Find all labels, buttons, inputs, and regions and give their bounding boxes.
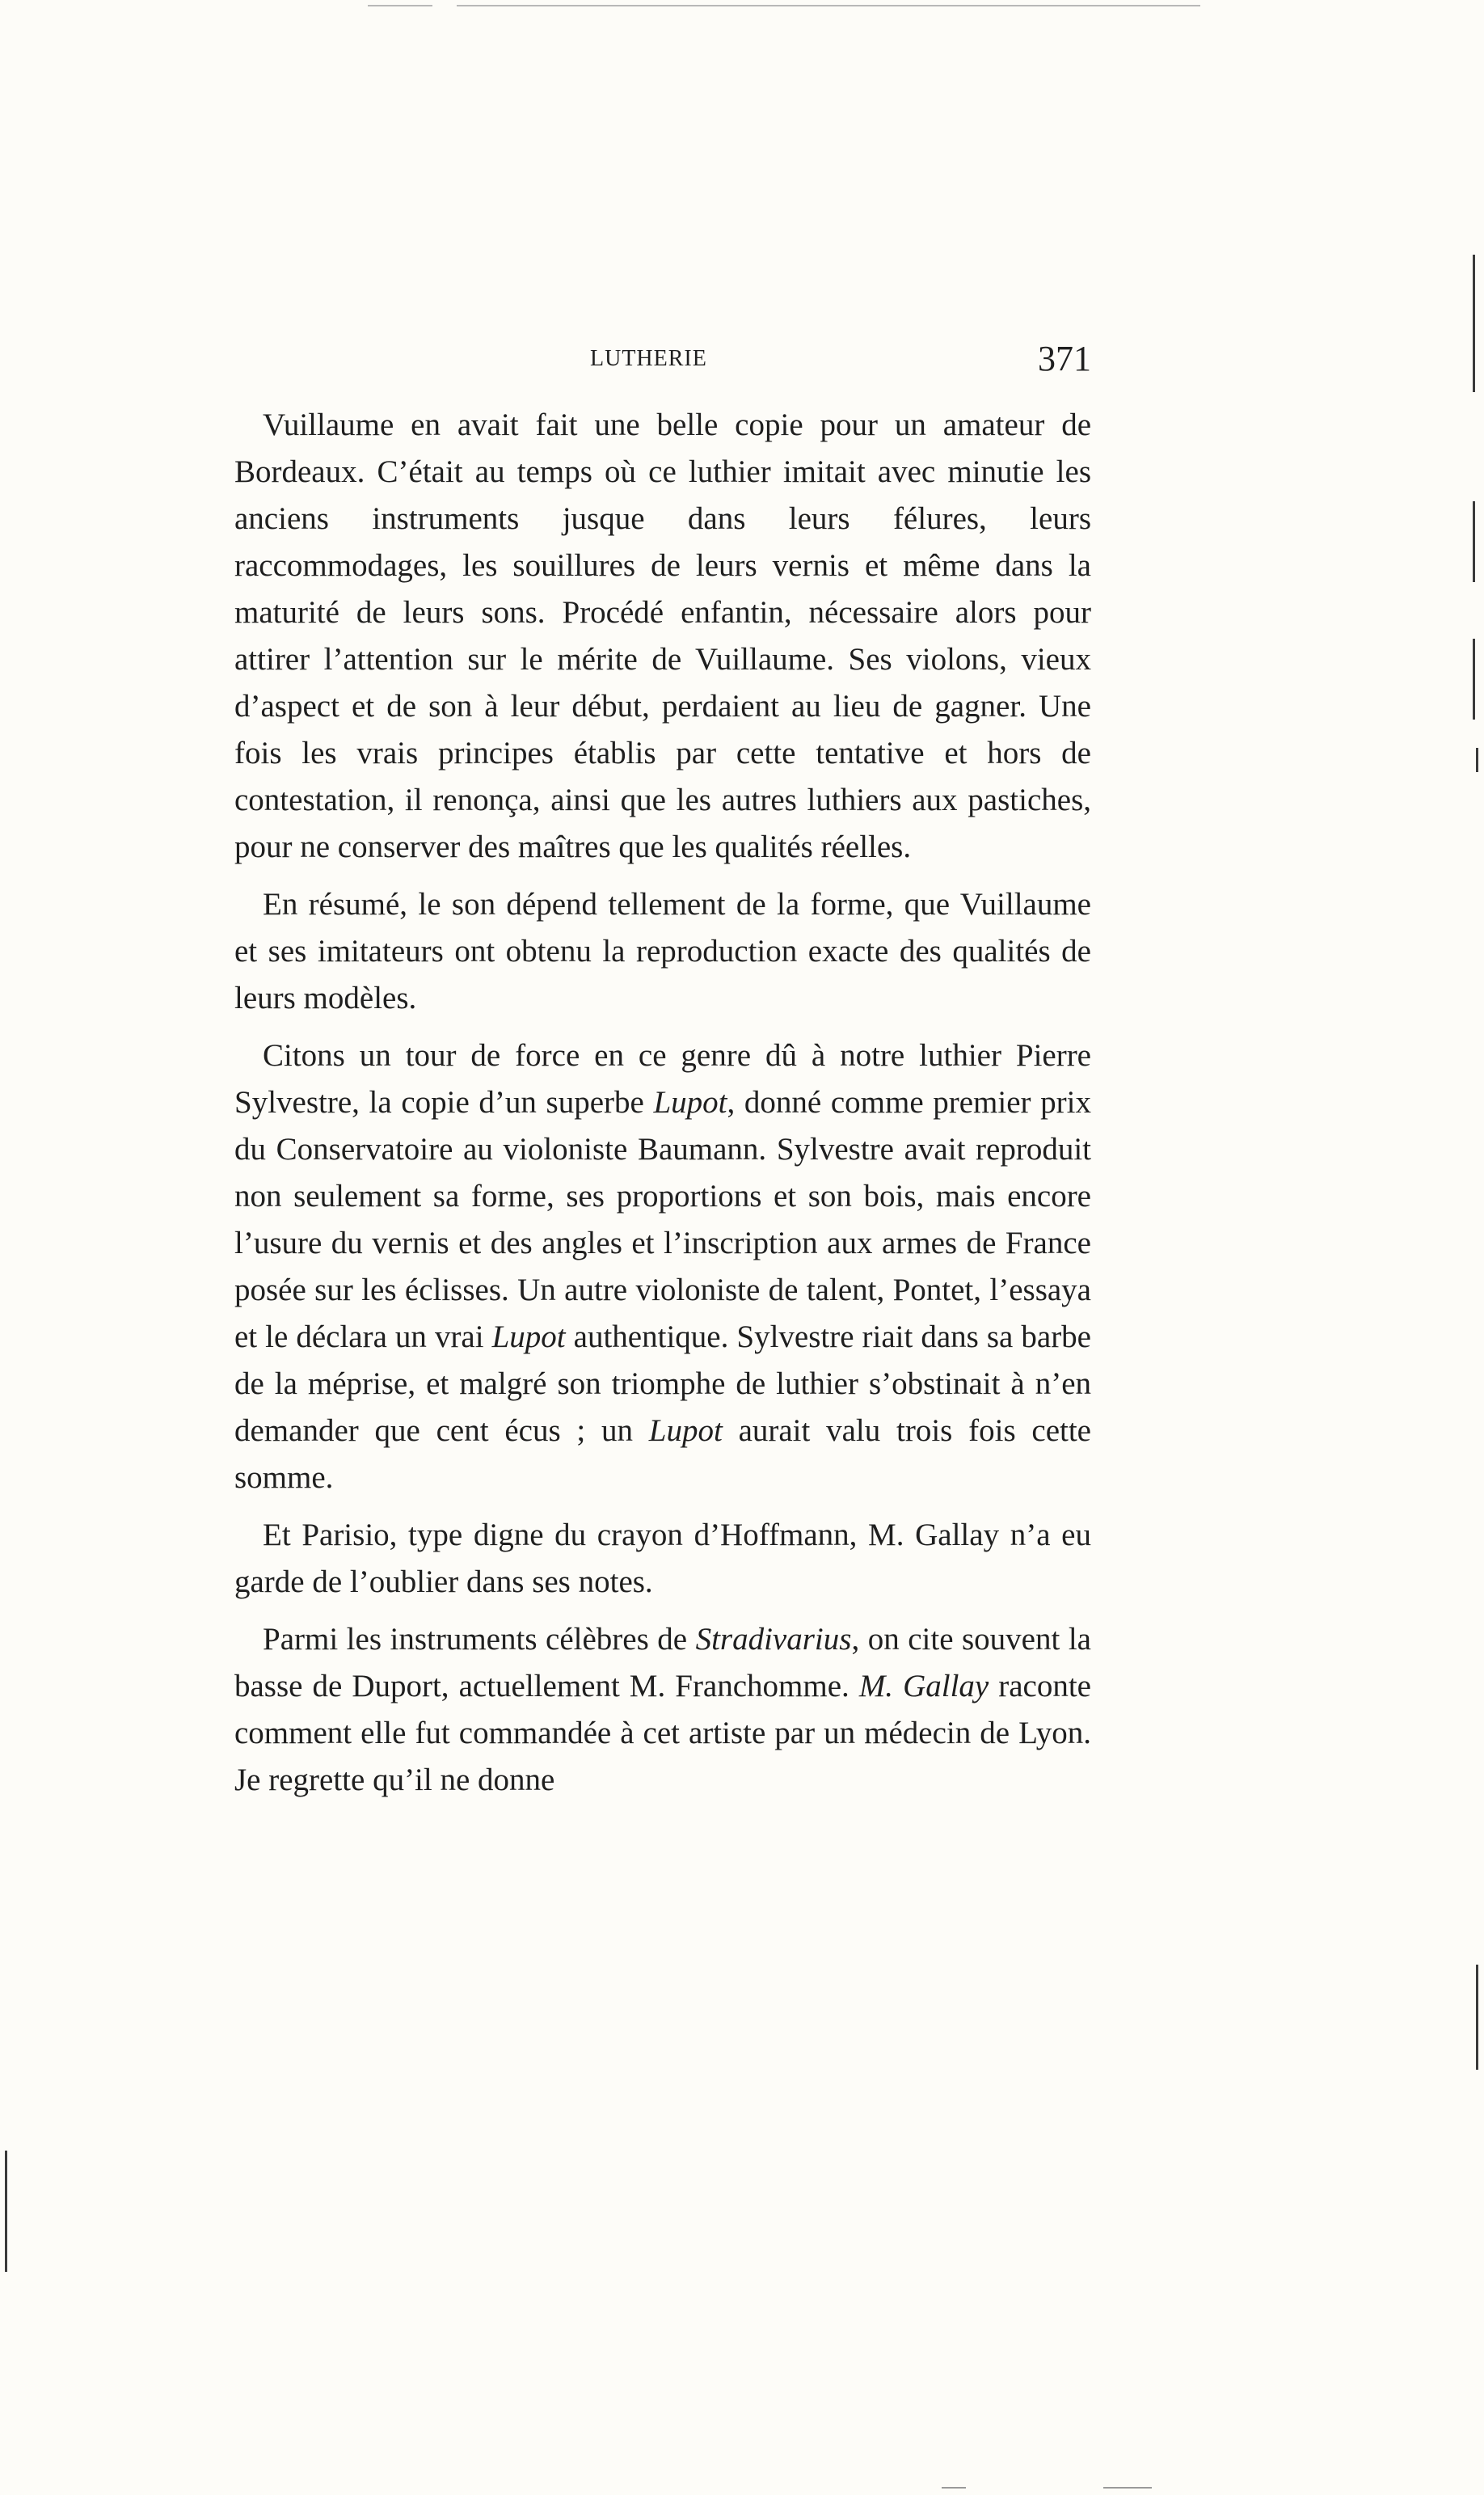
text-run: En résumé, le son dépend tellement de la forme, que Vuillaume et ses imitateurs ont obtenu la reproduction exacte des qualités de leurs modèles. [234, 887, 1091, 1015]
paragraph [234, 1616, 1091, 1804]
scan-bottom-rule [1103, 2487, 1152, 2489]
page-header [234, 338, 1091, 395]
italic-text: Lupot [491, 1319, 566, 1354]
text-run: authentique. Sylvestre riait dans sa barbe de la méprise, et malgré son triomphe de luthier s’obstinait à n’en demander que cent écus ; un [234, 1319, 1091, 1448]
scan-margin-mark [1473, 639, 1475, 720]
scan-margin-mark [1476, 748, 1478, 772]
page-number: 371 [1038, 339, 1091, 378]
scan-margin-mark [1473, 501, 1475, 582]
scan-margin-mark [5, 2151, 7, 2272]
text-run: , on cite souvent la basse de Duport, actuellement M. Franchomme. [234, 1622, 1091, 1703]
running-title: LUTHERIE [590, 346, 707, 371]
text-run: Parmi les instruments célèbres de [263, 1622, 696, 1657]
paragraph [234, 402, 1091, 871]
text-run: raconte comment elle fut commandée à cet artiste par un médecin de Lyon. Je regrette qu’il ne donne [234, 1669, 1091, 1797]
scan-margin-mark [1473, 255, 1475, 392]
italic-text: Lupot [653, 1085, 727, 1120]
italic-text: Stradivarius [695, 1622, 852, 1657]
scan-bottom-rule [942, 2487, 966, 2489]
paragraph [234, 1512, 1091, 1606]
body-text [234, 402, 1091, 1814]
text-run: Citons un tour de force en ce genre dû à notre luthier Pierre Sylvestre, la copie d’un superbe [234, 1038, 1091, 1120]
scan-top-rule [368, 5, 432, 6]
scan-top-rule [457, 5, 1200, 6]
italic-text: M. Gallay [858, 1669, 989, 1703]
text-run: , donné comme premier prix du Conservatoire au violoniste Baumann. Sylvestre avait reproduit non seulement sa forme, ses proportions et son bois, mais encore l’usure du vernis et des angles et l’inscription aux armes de France posée sur les éclisses. Un autre violoniste de talent, Pontet, l’essaya et le déclara un vrai [234, 1085, 1091, 1354]
text-run: Vuillaume en avait fait une belle copie pour un amateur de Bordeaux. C’était au temps où ce luthier imitait avec minutie les anciens instruments jusque dans leurs félures, leurs raccommodages, les souillures de leurs vernis et même dans la maturité de leurs sons. Procédé enfantin, nécessaire alors pour attirer l’attention sur le mérite de Vuillaume. Ses violons, vieux d’aspect et de son à leur début, perdaient au lieu de gagner. Une fois les vrais principes établis par cette tentative et hors de contestation, il renonça, ainsi que les autres luthiers aux pastiches, pour ne conserver des maîtres que les qualités réelles. [234, 407, 1091, 864]
paragraph [234, 1032, 1091, 1501]
text-run: Et Parisio, type digne du crayon d’Hoffmann, M. Gallay n’a eu garde de l’oublier dans ses notes. [234, 1518, 1091, 1599]
paragraph [234, 881, 1091, 1022]
italic-text: Lupot [648, 1413, 723, 1448]
text-run: aurait valu trois fois cette somme. [234, 1413, 1091, 1495]
scan-margin-mark [1476, 1965, 1478, 2070]
